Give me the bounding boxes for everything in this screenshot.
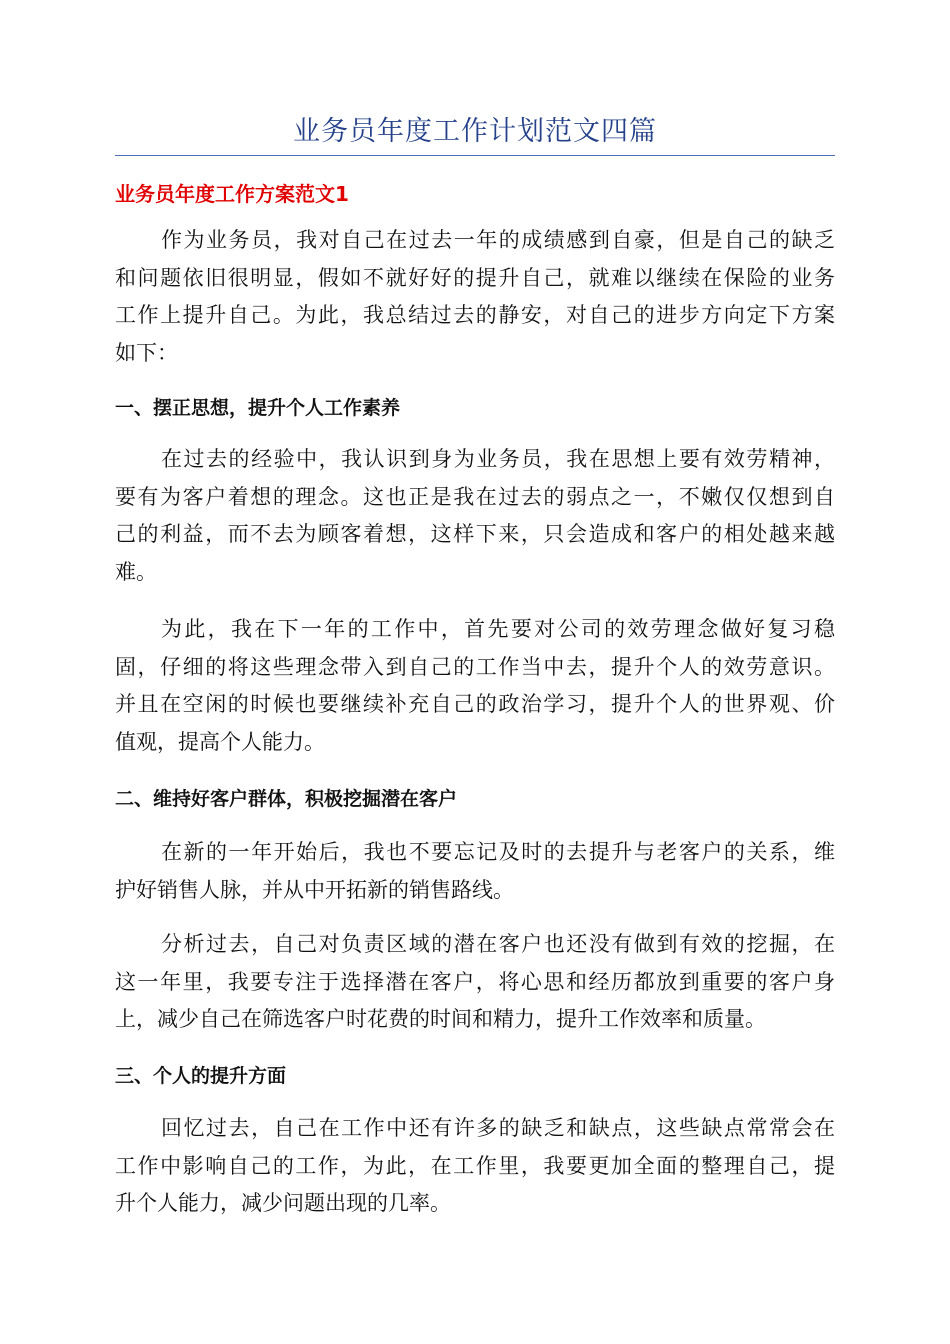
title-underline-rule	[115, 155, 835, 156]
paragraph-line: 分析过去，自己对负责区域的潜在客户也还没有做到有效的挖掘，在	[161, 932, 835, 956]
paragraph-line: 和问题依旧很明显，假如不就好好的提升自己，就难以继续在保险的业务	[115, 265, 835, 290]
paragraph-2	[115, 441, 835, 591]
paragraph-line: 固，仔细的将这些理念带入到自己的工作当中去，提升个人的效劳意识。	[115, 654, 835, 679]
document-title: 业务员年度工作计划范文四篇	[293, 116, 657, 147]
paragraph-line: 升个人能力，减少问题出现的几率。	[115, 1191, 451, 1216]
paragraph-line: 在过去的经验中，我认识到身为业务员，我在思想上要有效劳精神，	[161, 447, 835, 471]
paragraph-line: 在新的一年开始后，我也不要忘记及时的去提升与老客户的关系，维	[161, 840, 835, 864]
paragraph-line: 己的利益，而不去为顾客着想，这样下来，只会造成和客户的相处越来越	[115, 522, 835, 547]
paragraph-line: 难。	[115, 559, 157, 584]
heading-3: 三、个人的提升方面	[115, 1065, 287, 1087]
paragraph-line: 为此，我在下一年的工作中，首先要对公司的效劳理念做好复习稳	[161, 617, 835, 641]
heading-1: 一、摆正思想，提升个人工作素养	[115, 397, 401, 419]
paragraph-line: 如下：	[115, 340, 178, 365]
paragraph-line: 并且在空闲的时候也要继续补充自己的政治学习，提升个人的世界观、价	[115, 692, 835, 717]
paragraph-line: 工作中影响自己的工作，为此，在工作里，我要更加全面的整理自己，提	[115, 1153, 835, 1178]
paragraph-6	[115, 1110, 835, 1223]
heading-2: 二、维持好客户群体，积极挖掘潜在客户	[115, 788, 458, 810]
paragraph-intro	[115, 222, 835, 372]
paragraph-line: 这一年里，我要专注于选择潜在客户，将心思和经历都放到重要的客户身	[115, 969, 835, 994]
paragraph-line: 上，减少自己在筛选客户时花费的时间和精力，提升工作效率和质量。	[115, 1007, 766, 1032]
paragraph-4	[115, 834, 835, 909]
paragraph-line: 作为业务员，我对自己在过去一年的成绩感到自豪，但是自己的缺乏	[161, 228, 835, 252]
paragraph-line: 要有为客户着想的理念。这也正是我在过去的弱点之一，不嫩仅仅想到自	[115, 484, 835, 509]
section-heading-red: 业务员年度工作方案范文1	[115, 182, 349, 206]
paragraph-line: 值观，提高个人能力。	[115, 729, 325, 754]
paragraph-3	[115, 611, 835, 761]
paragraph-line: 回忆过去，自己在工作中还有许多的缺乏和缺点，这些缺点常常会在	[161, 1116, 835, 1140]
paragraph-5	[115, 926, 835, 1039]
paragraph-line: 工作上提升自己。为此，我总结过去的静安，对自己的进步方向定下方案	[115, 303, 835, 328]
paragraph-line: 护好销售人脉，并从中开拓新的销售路线。	[115, 877, 514, 902]
